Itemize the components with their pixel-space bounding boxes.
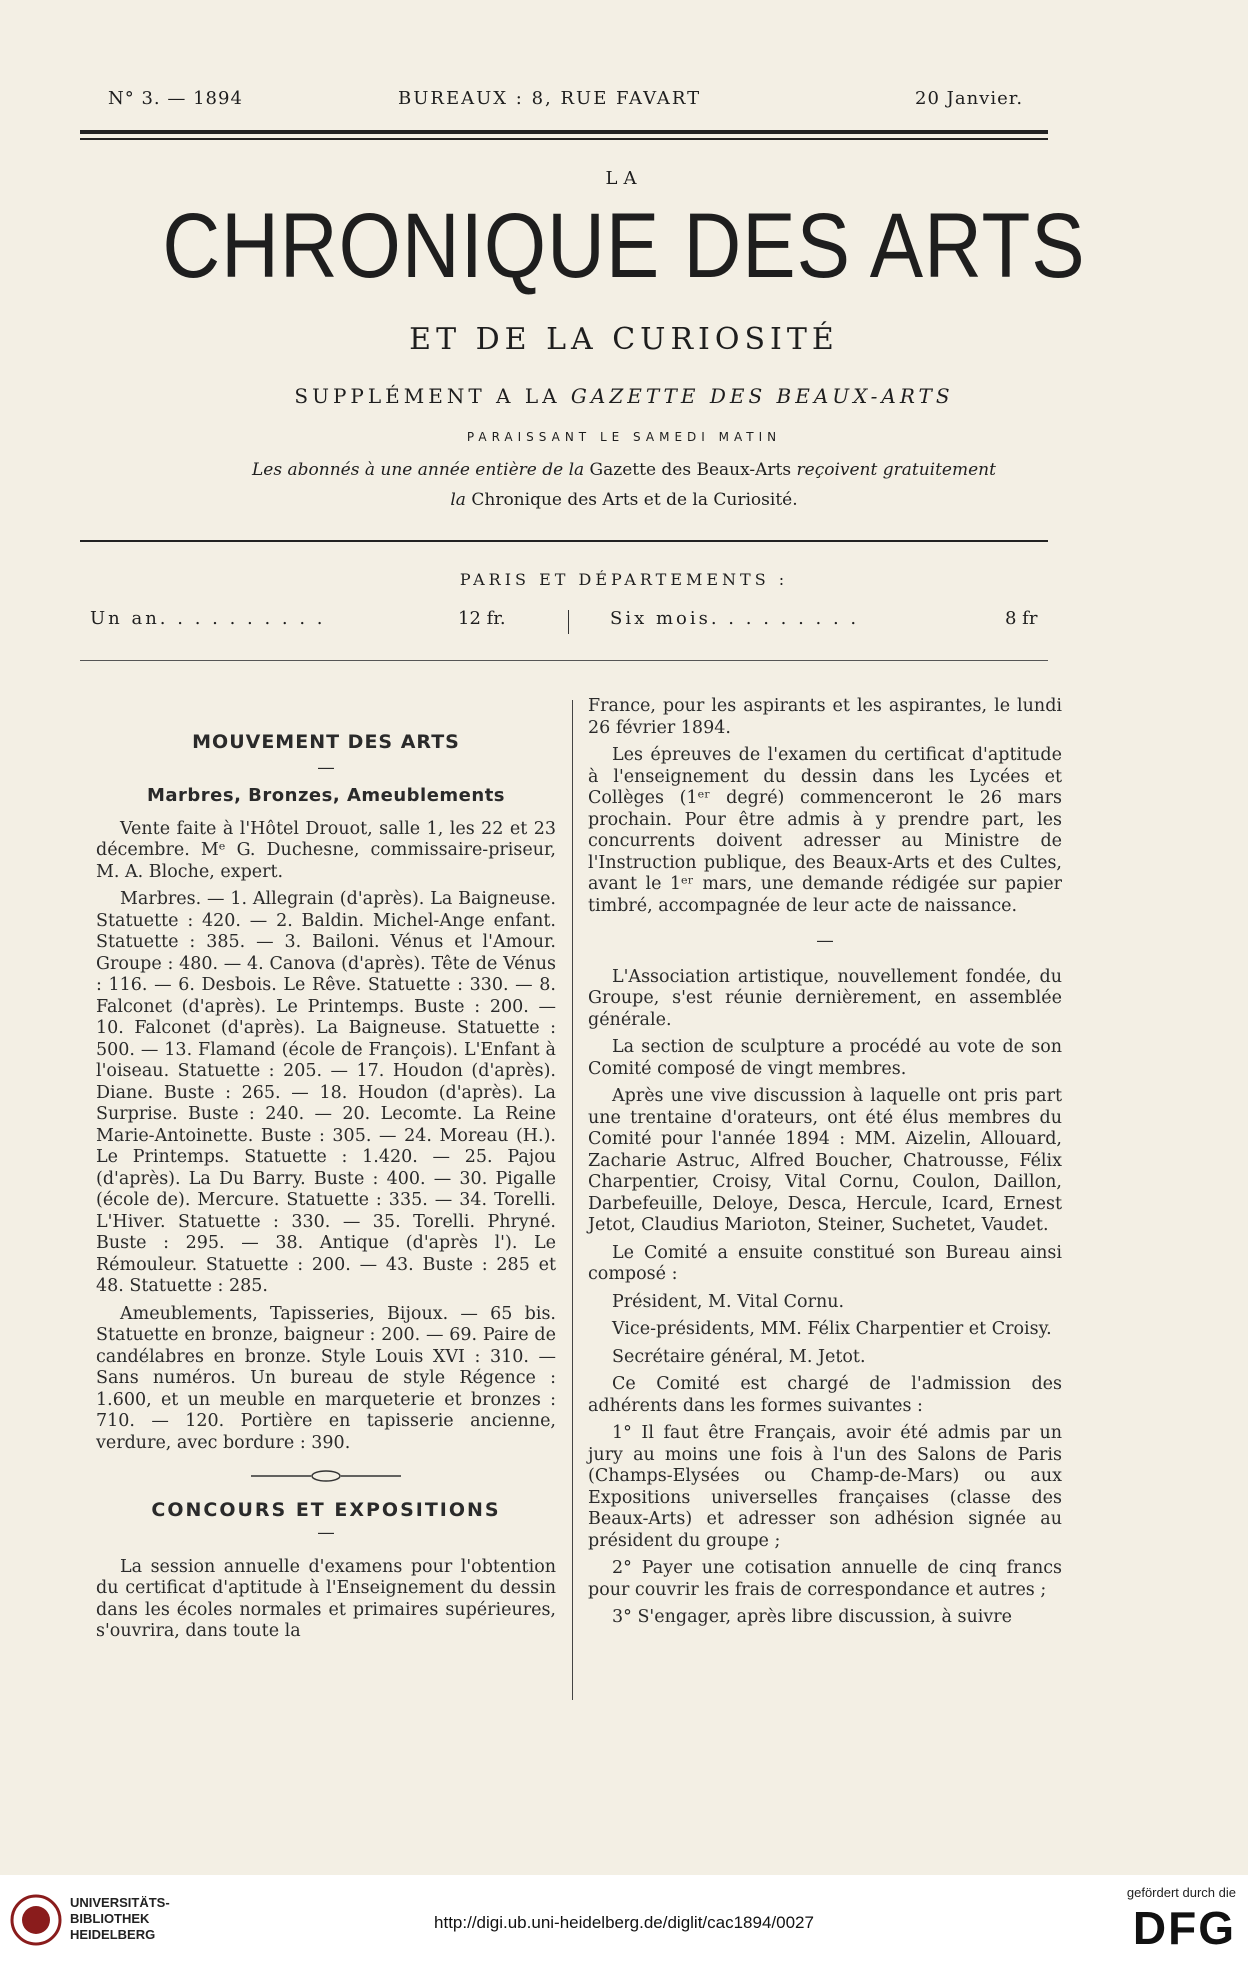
issue-number: N° 3. — 1894 <box>108 88 243 109</box>
supplement-name: GAZETTE DES BEAUX-ARTS <box>570 384 954 408</box>
left-column <box>96 696 556 1649</box>
sale-furniture: Ameublements, Tapisseries, Bijoux. — 65 bis. Statuette en bronze, baigneur : 200. — 69. Paire de candélabres en bronze. Style Louis XVI : 310. — Sans numéros. Un bureau de style Régence : 1.600, et un meuble en marqueterie et bronzes : 710. — 120. Portière en tapisserie ancienne, verdure, avec bordure : 390. <box>96 1303 556 1453</box>
price-half: 8 fr <box>1005 608 1038 629</box>
right-p3: L'Association artistique, nouvellement fondée, du Groupe, s'est réunie dernièrement, en assemblée générale. <box>588 966 1062 1030</box>
publication-frequency: PARAISSANT LE SAMEDI MATIN <box>466 430 782 444</box>
supplement-line <box>0 384 1248 408</box>
right-p9: Secrétaire général, M. Jetot. <box>612 1346 866 1367</box>
right-p8: Vice-présidents, MM. Félix Charpentier et Croisy. <box>612 1319 1052 1339</box>
subscription-heading: PARIS ET DÉPARTEMENTS : <box>459 570 789 589</box>
right-p7: Président, M. Vital Cornu. <box>612 1291 845 1312</box>
right-p11: 1° Il faut être Français, avoir été admis par un jury au moins une fois à l'un des Salons de Paris (Champs-Elysées ou Champ-de-Mars) ou aux Expositions universelles françaises (classe des Beaux-Arts) et adresser son adhésion signée au président du groupe ; <box>588 1423 1062 1551</box>
sale-marbles: Marbres. — 1. Allegrain (d'après). La Baigneuse. Statuette : 420. — 2. Baldin. Michel-Ange enfant. Statuette : 385. — 3. Bailoni. Vénus et l'Amour. Groupe : 480. — 4. Canova (d'après). Tête de Vénus : 116. — 6. Desbois. Le Rêve. Statuette : 330. — 8. Falconet (d'après). Le Printemps. Buste : 200. — 10. Falconet (d'après). La Baigneuse. Statuette : 500. — 13. Flamand (école de François). L'Enfant à l'oiseau. Statuette : 205. — 17. Houdon (d'après). Diane. Buste : 265. — 18. Houdon (d'après). La Surprise. Buste : 240. — 20. Lecomte. La Reine Marie-Antoinette. Buste : 305. — 24. Moreau (H.). Le Printemps. Statuette : 1.420. — 25. Pajou (d'après). La Du Barry. Buste : 400. — 30. Pigalle (école de). Mercure. Statuette : 335. — 34. Torelli. L'Hiver. Statuette : 330. — 35. Torelli. Phryné. Buste : 295. — 38. Antique (d'après l'). Le Rémouleur. Statuette : 200. — 43. Buste : 285 et 48. Statuette : 285. <box>96 889 556 1296</box>
price-separator <box>568 610 569 634</box>
header-rule-thick <box>80 130 1048 134</box>
digitization-footer <box>0 1875 1248 1966</box>
price-year-label: Un an. . . . . . . . . . <box>90 608 326 629</box>
office-address: BUREAUX : 8, RUE FAVART <box>398 88 702 109</box>
section-title-concours: CONCOURS ET EXPOSITIONS <box>151 1498 501 1521</box>
ornament-divider <box>96 1468 556 1490</box>
masthead-title: CHRONIQUE DES ARTS <box>162 194 1086 297</box>
right-p12: 2° Payer une cotisation annuelle de cinq francs pour couvrir les frais de correspondance et autres ; <box>588 1558 1062 1600</box>
source-url-link[interactable]: http://digi.ub.uni-heidelberg.de/diglit/cac1894/0027 <box>434 1913 814 1932</box>
price-half-label: Six mois. . . . . . . . . <box>610 608 860 629</box>
dfg-logo: DFG <box>1132 1902 1236 1954</box>
right-dash: — <box>816 931 834 951</box>
section-title-mouvement: MOUVEMENT DES ARTS <box>192 731 460 753</box>
ornament-icon <box>251 1469 401 1483</box>
right-p1: France, pour les aspirants et les aspirantes, le lundi 26 février 1894. <box>588 696 1062 738</box>
concours-paragraph: La session annuelle d'examens pour l'obtention du certificat d'aptitude à l'Enseignement du dessin dans les écoles normales et primaires supérieures, s'ouvrira, dans toute la <box>96 1556 556 1641</box>
right-p6: Le Comité a ensuite constitué son Bureau ainsi composé : <box>588 1242 1062 1284</box>
masthead-article: LA <box>605 168 643 189</box>
section-dash-2: — <box>317 1523 335 1543</box>
issue-date: 20 Janvier. <box>915 88 1024 109</box>
subscription-rule <box>80 660 1048 661</box>
funding-note: gefördert durch die <box>1126 1885 1236 1900</box>
subsection-title: Marbres, Bronzes, Ameublements <box>146 785 506 806</box>
right-p10: Ce Comité est chargé de l'admission des adhérents dans les formes suivantes : <box>588 1374 1062 1416</box>
header-rule-thin <box>80 138 1048 140</box>
right-p13: 3° S'engager, après libre discussion, à suivre <box>612 1607 1013 1627</box>
library-name: UNIVERSITÄTS- BIBLIOTHEK HEIDELBERG <box>70 1895 170 1942</box>
right-column <box>588 696 1062 1635</box>
subscriber-notice-line1: Les abonnés à une année entière de la Gazette des Beaux-Arts reçoivent gratuitement <box>252 460 996 480</box>
masthead-rule <box>80 540 1048 542</box>
column-divider <box>572 700 573 1700</box>
masthead-subtitle: ET DE LA CURIOSITÉ <box>409 322 839 357</box>
right-p4: La section de sculpture a procédé au vote de son Comité composé de vingt membres. <box>588 1037 1062 1079</box>
supplement-prefix: SUPPLÉMENT A LA <box>294 384 561 408</box>
right-p2: Les épreuves de l'examen du certificat d'aptitude à l'enseignement du dessin dans les Lycées et Collèges (1ᵉʳ degré) commenceront le 26 mars prochain. Pour être admis à y prendre part, les concurrents doivent adresser au Ministre de l'Instruction publique, des Beaux-Arts et des Cultes, avant le 1ᵉʳ mars, une demande rédigée sur papier timbré, accompagnée de leur acte de naissance. <box>588 745 1062 916</box>
subscriber-notice-line2: la Chronique des Arts et de la Curiosité. <box>450 490 798 510</box>
section-dash: — <box>317 757 335 778</box>
price-year: 12 fr. <box>458 608 506 629</box>
right-p5: Après une vive discussion à laquelle ont pris part une trentaine d'orateurs, ont été élus membres du Comité pour l'année 1894 : MM. Aizelin, Allouard, Zacharie Astruc, Alfred Boucher, Chatrousse, Félix Charpentier, Croisy, Vital Cornu, Coulon, Daillon, Darbefeuille, Deloye, Desca, Hercule, Icard, Ernest Jetot, Claudius Marioton, Steiner, Suchetet, Vaudet. <box>588 1086 1062 1235</box>
sale-intro: Vente faite à l'Hôtel Drouot, salle 1, les 22 et 23 décembre. Mᵉ G. Duchesne, commissaire-priseur, M. A. Bloche, expert. <box>96 818 556 882</box>
